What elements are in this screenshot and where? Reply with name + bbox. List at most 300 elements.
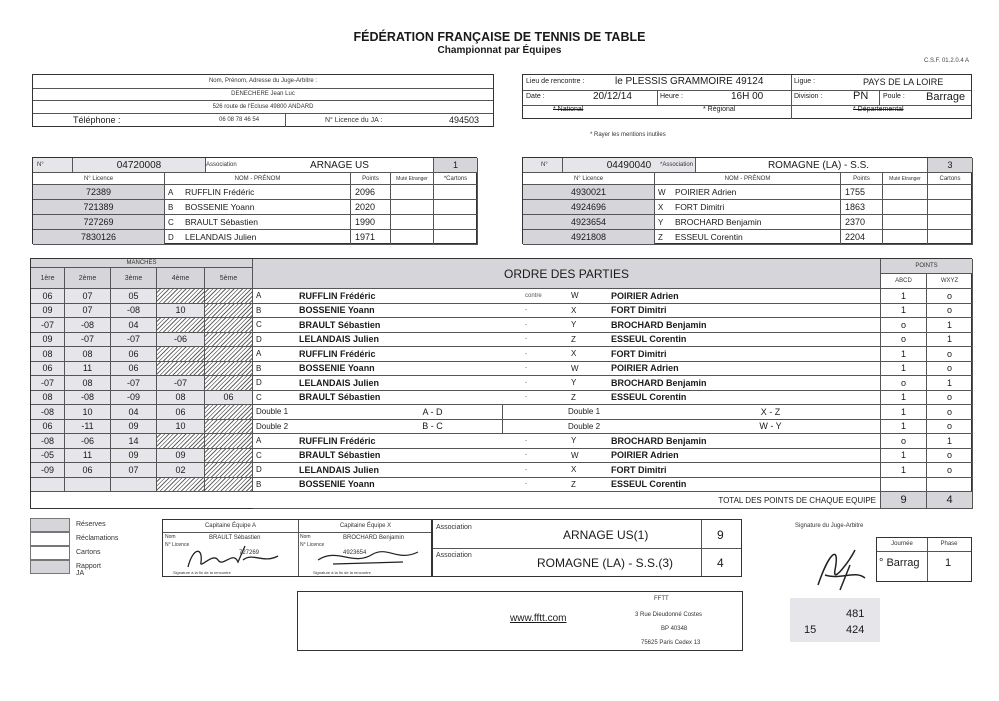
- league-label: Ligue :: [794, 78, 816, 85]
- match-point-a: o: [881, 376, 927, 391]
- match-letter-x: X: [565, 304, 611, 319]
- player-letter: Z: [655, 230, 675, 245]
- set-score: -08: [111, 304, 157, 319]
- result-a-assoc-label: Association: [436, 524, 472, 531]
- judge-licence: 494503: [449, 115, 480, 125]
- team-x-number: 04490040: [563, 158, 696, 173]
- set-score: 06: [111, 362, 157, 377]
- result-a-name: ARNAGE US(1): [563, 528, 649, 542]
- set-score: -07: [31, 318, 65, 333]
- match-point-a: o: [881, 333, 927, 348]
- judge-phone: 06 08 78 46 54: [219, 117, 260, 123]
- set-score: 07: [111, 463, 157, 478]
- set-score: -07: [65, 333, 111, 348]
- match-point-x: 1: [927, 333, 973, 348]
- player-letter: Y: [655, 215, 675, 230]
- match-letter-x: W: [565, 449, 611, 464]
- meeting-time: 16H 00: [731, 91, 764, 102]
- set-score: [157, 289, 205, 304]
- match-letter-a: C: [253, 391, 299, 406]
- match-player-x: BROCHARD Benjamin: [611, 376, 881, 391]
- player-mute: [391, 215, 434, 230]
- col-abcd: ABCD: [881, 274, 927, 289]
- player-licence: 72389: [33, 185, 165, 200]
- match-letter-x: Z: [565, 391, 611, 406]
- match-point-a: 1: [881, 449, 927, 464]
- federation-title: FÉDÉRATION FRANÇAISE DE TENNIS DE TABLE: [353, 30, 646, 44]
- match-player-a: RUFFLIN Frédéric: [299, 347, 525, 362]
- set-score: 06: [205, 391, 253, 406]
- captain-a-name: BRAULT Sébastien: [209, 535, 261, 541]
- match-point-x: [927, 478, 973, 493]
- set-score: -09: [111, 391, 157, 406]
- match-player-a: BRAULT Sébastien: [299, 318, 525, 333]
- points-label: POINTS: [881, 259, 973, 274]
- legend-reclamations: Réclamations: [76, 535, 119, 542]
- fftt-org: FFTT: [654, 596, 669, 602]
- match-letter-a: D: [253, 463, 299, 478]
- match-separator: -: [525, 376, 565, 391]
- team-a-col-licence: N° Licence: [33, 173, 165, 185]
- team-x-box: [522, 157, 972, 244]
- player-name: LELANDAIS Julien: [185, 230, 351, 245]
- judge-signature: [810, 540, 870, 595]
- match-letter-a: A: [253, 434, 299, 449]
- set-score: 06: [65, 463, 111, 478]
- total-team-a: 9: [881, 492, 927, 509]
- fftt-box: [297, 591, 743, 651]
- regional-option: * Régional: [703, 106, 736, 113]
- match-letter-x: X: [565, 347, 611, 362]
- player-letter: X: [655, 200, 675, 215]
- match-separator: -: [525, 304, 565, 319]
- col-wxyz: WXYZ: [927, 274, 973, 289]
- set-header-2: 2ème: [65, 268, 111, 289]
- set-score: [205, 405, 253, 420]
- set-score: 09: [111, 449, 157, 464]
- team-a-name: ARNAGE US: [246, 158, 434, 173]
- set-score: [205, 463, 253, 478]
- set-score: [205, 376, 253, 391]
- meeting-league: PAYS DE LA LOIRE: [863, 77, 944, 87]
- team-x-team-no: 3: [928, 158, 973, 173]
- set-score: 05: [111, 289, 157, 304]
- team-a-assoc-label: Association: [206, 158, 246, 173]
- player-name: ESSEUL Corentin: [675, 230, 841, 245]
- pool-label: Poule :: [883, 93, 905, 100]
- match-point-a: [881, 478, 927, 493]
- match-player-x: POIRIER Adrien: [611, 289, 881, 304]
- set-score: 08: [65, 347, 111, 362]
- set-score: [157, 478, 205, 493]
- team-a-team-no: 1: [434, 158, 478, 173]
- set-score: -07: [157, 376, 205, 391]
- player-licence: 4924696: [523, 200, 655, 215]
- match-point-x: o: [927, 420, 973, 435]
- code-value-1: 481: [846, 608, 865, 620]
- match-player-x: POIRIER Adrien: [611, 449, 881, 464]
- order-label: ORDRE DES PARTIES: [253, 259, 881, 289]
- team-x-col-name: NOM - PRÉNOM: [655, 173, 841, 185]
- match-point-x: o: [927, 289, 973, 304]
- player-cards: [434, 230, 478, 245]
- player-name: POIRIER Adrien: [675, 185, 841, 200]
- match-point-x: 1: [927, 318, 973, 333]
- match-point-x: o: [927, 449, 973, 464]
- judge-name: DENECHERE Jean Luc: [231, 91, 295, 97]
- match-letter-x: Y: [565, 434, 611, 449]
- match-player-x: ESSEUL Corentin: [611, 333, 881, 348]
- journee-box: [876, 537, 972, 582]
- player-points: 2020: [351, 200, 391, 215]
- set-score: [157, 434, 205, 449]
- match-point-a: 1: [881, 289, 927, 304]
- set-score: -11: [65, 420, 111, 435]
- set-score: [31, 478, 65, 493]
- set-score: [157, 362, 205, 377]
- double-label-a: Double 1: [253, 405, 363, 420]
- match-player-a: BRAULT Sébastien: [299, 391, 525, 406]
- set-score: [205, 362, 253, 377]
- player-licence: 727269: [33, 215, 165, 230]
- set-score: 06: [31, 362, 65, 377]
- result-x-score: 4: [717, 556, 724, 570]
- set-score: -07: [111, 376, 157, 391]
- player-cards: [928, 185, 973, 200]
- team-x-col-mute: Muté Etranger: [883, 173, 928, 185]
- team-x-col-cards: Cartons: [928, 173, 973, 185]
- set-score: -08: [31, 434, 65, 449]
- set-score: 07: [65, 304, 111, 319]
- player-mute: [883, 230, 928, 245]
- player-points: 2370: [841, 215, 883, 230]
- match-player-x: ESSEUL Corentin: [611, 391, 881, 406]
- legend-reserves: Réserves: [76, 521, 106, 528]
- match-player-a: LELANDAIS Julien: [299, 333, 525, 348]
- player-cards: [928, 200, 973, 215]
- player-licence: 4930021: [523, 185, 655, 200]
- captain-a-label: Capitaine Équipe A: [204, 523, 257, 529]
- match-player-x: ESSEUL Corentin: [611, 478, 881, 493]
- set-score: 04: [111, 405, 157, 420]
- player-cards: [434, 200, 478, 215]
- player-mute: [883, 200, 928, 215]
- team-x-assoc-label: *Association: [660, 158, 710, 173]
- captain-x-name: BROCHARD Benjamin: [343, 535, 405, 541]
- team-a-col-cards: *Cartons: [434, 173, 478, 185]
- set-score: [205, 333, 253, 348]
- match-separator: -: [525, 463, 565, 478]
- player-cards: [928, 230, 973, 245]
- set-score: 08: [31, 391, 65, 406]
- match-player-x: FORT Dimitri: [611, 463, 881, 478]
- match-player-x: FORT Dimitri: [611, 304, 881, 319]
- set-score: 06: [111, 347, 157, 362]
- match-separator: -: [525, 333, 565, 348]
- player-name: BRAULT Sébastien: [185, 215, 351, 230]
- match-point-a: 1: [881, 420, 927, 435]
- match-player-a: BRAULT Sébastien: [299, 449, 525, 464]
- set-header-3: 3ème: [111, 268, 157, 289]
- captain-a-licence-label: N° Licence: [165, 542, 190, 548]
- set-score: 08: [157, 391, 205, 406]
- set-score: -07: [31, 376, 65, 391]
- match-point-a: 1: [881, 405, 927, 420]
- captain-a-signature: [183, 542, 283, 572]
- player-letter: W: [655, 185, 675, 200]
- set-score: -05: [31, 449, 65, 464]
- team-a-number: 04720008: [73, 158, 206, 173]
- player-licence: 721389: [33, 200, 165, 215]
- match-separator: [503, 420, 565, 435]
- team-x-col-licence: N° Licence: [523, 173, 655, 185]
- legend-cartons: Cartons: [76, 549, 101, 556]
- date-label: Date :: [526, 93, 545, 100]
- match-point-a: 1: [881, 304, 927, 319]
- meeting-box: [522, 74, 972, 119]
- fftt-bp: BP 40348: [661, 626, 688, 632]
- set-score: [157, 318, 205, 333]
- team-x-name: ROMAGNE (LA) - S.S.: [710, 158, 928, 173]
- set-score: 08: [65, 376, 111, 391]
- player-mute: [391, 200, 434, 215]
- match-letter-a: C: [253, 449, 299, 464]
- player-points: 1755: [841, 185, 883, 200]
- team-a-col-name: NOM - PRÉNOM: [165, 173, 351, 185]
- match-player-a: LELANDAIS Julien: [299, 463, 525, 478]
- double-pair-a: A - D: [363, 405, 503, 420]
- set-score: 07: [65, 289, 111, 304]
- set-score: -06: [65, 434, 111, 449]
- player-cards: [434, 215, 478, 230]
- player-points: 2204: [841, 230, 883, 245]
- set-score: 09: [157, 449, 205, 464]
- match-player-a: LELANDAIS Julien: [299, 376, 525, 391]
- team-a-col-points: Points: [351, 173, 391, 185]
- phase-label: Phase: [940, 541, 958, 547]
- team-a-col-mute: Muté Etranger: [391, 173, 434, 185]
- match-separator: -: [525, 391, 565, 406]
- set-score: 06: [31, 289, 65, 304]
- division-label: Division :: [794, 93, 823, 100]
- player-letter: C: [165, 215, 185, 230]
- set-score: 10: [157, 420, 205, 435]
- match-point-a: 1: [881, 347, 927, 362]
- team-a-no-label: N°: [33, 158, 73, 173]
- result-x-assoc-label: Association: [436, 552, 472, 559]
- set-score: [205, 318, 253, 333]
- set-score: -07: [111, 333, 157, 348]
- set-score: 10: [157, 304, 205, 319]
- set-score: 14: [111, 434, 157, 449]
- match-player-x: POIRIER Adrien: [611, 362, 881, 377]
- code-value-3: 424: [846, 624, 865, 636]
- licence-label: N° Licence du JA :: [325, 117, 383, 124]
- national-option: * National: [553, 106, 584, 113]
- player-mute: [391, 185, 434, 200]
- captain-a-sig-label: Signature à la fin de la rencontre: [173, 570, 231, 575]
- captain-a-licence: 727269: [239, 550, 260, 556]
- set-score: 11: [65, 449, 111, 464]
- set-score: -09: [31, 463, 65, 478]
- double-label-x: Double 2: [565, 420, 661, 435]
- set-score: 09: [111, 420, 157, 435]
- code-box: [790, 598, 880, 642]
- match-separator: -: [525, 478, 565, 493]
- result-a-score: 9: [717, 528, 724, 542]
- set-score: 10: [65, 405, 111, 420]
- team-x-col-points: Points: [841, 173, 883, 185]
- captain-x-signature: [313, 542, 423, 570]
- meeting-date: 20/12/14: [593, 91, 632, 102]
- set-score: [205, 434, 253, 449]
- set-score: [205, 449, 253, 464]
- phase-value: 1: [945, 557, 952, 569]
- match-point-a: 1: [881, 362, 927, 377]
- set-header-5: 5ème: [205, 268, 253, 289]
- phone-label: Téléphone :: [73, 115, 121, 125]
- captain-x-label: Capitaine Équipe X: [339, 523, 392, 529]
- match-separator: -: [525, 362, 565, 377]
- player-cards: [928, 215, 973, 230]
- set-score: [65, 478, 111, 493]
- meeting-place: le PLESSIS GRAMMOIRE 49124: [615, 76, 764, 87]
- set-score: -06: [157, 333, 205, 348]
- form-reference: C.S.F. 01.2.0.4 A: [923, 58, 969, 64]
- match-letter-x: Y: [565, 376, 611, 391]
- match-player-a: RUFFLIN Frédéric: [299, 289, 525, 304]
- match-letter-x: X: [565, 463, 611, 478]
- match-letter-x: Z: [565, 478, 611, 493]
- match-player-a: BOSSENIE Yoann: [299, 362, 525, 377]
- total-team-x: 4: [927, 492, 973, 509]
- total-label: TOTAL DES POINTS DE CHAQUE EQUIPE: [253, 492, 881, 509]
- match-separator: -: [525, 434, 565, 449]
- set-header-1: 1ère: [31, 268, 65, 289]
- set-score: -08: [65, 391, 111, 406]
- set-score: -08: [31, 405, 65, 420]
- set-score: 06: [31, 420, 65, 435]
- result-x-name: ROMAGNE (LA) - S.S.(3): [537, 556, 674, 570]
- place-label: Lieu de rencontre :: [526, 78, 585, 85]
- set-score: 02: [157, 463, 205, 478]
- sets-label: MANCHES: [31, 259, 253, 268]
- match-letter-a: B: [253, 304, 299, 319]
- set-score: [205, 347, 253, 362]
- match-point-a: o: [881, 318, 927, 333]
- match-letter-a: C: [253, 318, 299, 333]
- match-point-x: o: [927, 362, 973, 377]
- set-header-4: 4ème: [157, 268, 205, 289]
- match-point-x: o: [927, 347, 973, 362]
- match-letter-a: B: [253, 478, 299, 493]
- match-point-x: 1: [927, 376, 973, 391]
- player-licence: 4923654: [523, 215, 655, 230]
- double-pair-x: W - Y: [661, 420, 881, 435]
- player-points: 1990: [351, 215, 391, 230]
- player-name: BROCHARD Benjamin: [675, 215, 841, 230]
- player-name: FORT Dimitri: [675, 200, 841, 215]
- match-letter-a: A: [253, 289, 299, 304]
- player-licence: 4921808: [523, 230, 655, 245]
- match-point-x: o: [927, 304, 973, 319]
- match-point-x: o: [927, 405, 973, 420]
- match-separator: -: [525, 318, 565, 333]
- meeting-pool: Barrage: [926, 91, 966, 103]
- captain-x-sig-label: Signature à la fin de la rencontre: [313, 570, 371, 575]
- set-score: [205, 420, 253, 435]
- code-value-2: 15: [804, 624, 817, 636]
- fftt-site-link[interactable]: www.fftt.com: [510, 613, 567, 624]
- match-separator: -: [525, 449, 565, 464]
- fftt-street: 3 Rue Dieudonné Costes: [635, 612, 703, 618]
- player-points: 1971: [351, 230, 391, 245]
- journee-value: ° Barrag: [879, 557, 920, 569]
- set-score: -08: [65, 318, 111, 333]
- player-mute: [883, 185, 928, 200]
- captains-box: [162, 519, 432, 577]
- judge-label: Nom, Prénom, Adresse du Juge-Arbitre :: [208, 78, 318, 84]
- judge-address: 526 route de l'Ecluse 49800 ANDARD: [212, 104, 314, 110]
- player-points: 1863: [841, 200, 883, 215]
- double-pair-a: B - C: [363, 420, 503, 435]
- form-subtitle: Championnat par Équipes: [437, 45, 562, 56]
- match-letter-x: W: [565, 362, 611, 377]
- result-box: [432, 519, 742, 577]
- match-point-x: o: [927, 463, 973, 478]
- set-score: 04: [111, 318, 157, 333]
- player-name: BOSSENIE Yoann: [185, 200, 351, 215]
- captain-x-nom: Nom: [300, 534, 311, 540]
- team-a-box: [32, 157, 477, 244]
- player-letter: D: [165, 230, 185, 245]
- match-player-x: BROCHARD Benjamin: [611, 434, 881, 449]
- player-mute: [391, 230, 434, 245]
- captain-x-licence: 4923654: [343, 550, 367, 556]
- set-score: 11: [65, 362, 111, 377]
- set-score: [157, 347, 205, 362]
- double-label-x: Double 1: [565, 405, 661, 420]
- match-point-x: 1: [927, 434, 973, 449]
- match-player-a: RUFFLIN Frédéric: [299, 434, 525, 449]
- set-score: 08: [31, 347, 65, 362]
- match-separator: -: [525, 347, 565, 362]
- set-score: [205, 289, 253, 304]
- match-grid: [30, 258, 972, 509]
- player-mute: [883, 215, 928, 230]
- player-letter: B: [165, 200, 185, 215]
- match-point-x: o: [927, 391, 973, 406]
- set-score: [205, 304, 253, 319]
- match-letter-a: D: [253, 376, 299, 391]
- match-point-a: o: [881, 434, 927, 449]
- match-player-a: BOSSENIE Yoann: [299, 304, 525, 319]
- match-separator: [503, 405, 565, 420]
- double-pair-x: X - Z: [661, 405, 881, 420]
- match-letter-x: Y: [565, 318, 611, 333]
- judge-box: [32, 74, 494, 127]
- set-score: [111, 478, 157, 493]
- match-player-x: FORT Dimitri: [611, 347, 881, 362]
- set-score: [205, 478, 253, 493]
- match-letter-a: D: [253, 333, 299, 348]
- time-label: Heure :: [660, 93, 683, 100]
- set-score: 09: [31, 304, 65, 319]
- captain-a-nom: Nom: [165, 534, 176, 540]
- match-separator: contre: [525, 289, 565, 304]
- player-letter: A: [165, 185, 185, 200]
- captain-x-licence-label: N° Licence: [300, 542, 325, 548]
